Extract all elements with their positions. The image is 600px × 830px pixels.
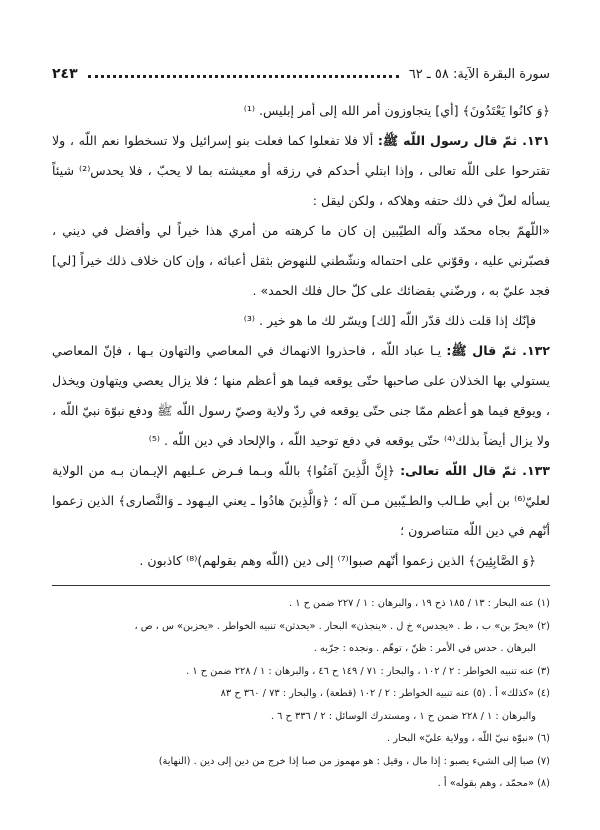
paragraph-131 [52, 126, 550, 216]
main-text [52, 96, 550, 576]
paragraph-133 [52, 456, 550, 546]
running-header [52, 62, 550, 86]
paragraph-sabians [52, 546, 550, 576]
footnote-continuation: والبرهان : ١ / ٢٢٨ ضمن ح ١ ، ومستدرك الوسائل : ٢ / ٣٣٦ ح ٦ . [270, 710, 536, 722]
page-number: ٢٤٣ [52, 66, 78, 82]
paragraph-text: فإنّك إذا قلت ذلك قدّر اللّه [لك] ويسّر لك ما هو خير . ⁽³⁾ [243, 313, 536, 328]
footnote: (٦) «نبوّة نبيّ اللّه ، وولاية عليّ» البحار . [386, 733, 550, 744]
footnote: (٤) «كذلك» أ . (٥) عنه تنبيه الخواطر : ٢ / ١٠٢ (قطعة) ، والبحار : ٧٣ / ٣٦٠ ح ٨٣ [220, 688, 550, 699]
paragraph-1 [52, 96, 550, 126]
paragraph-label: ١٣٣. ثمّ قال اللّه تعالى: [400, 463, 550, 478]
paragraph-text: «اللّهمّ بجاه محمّد وآله الطيّبين إن كان ما كرهته من أمري هذا خيراً لي وأفضل في ديني ، فصبّرني عليه ، وقوّني على احتماله ونشّطني للنهوض بثقل أعبائه ، وإن كان خلاف ذلك خيراً [لي] فجد عليّ به ، ورضّني بقضائك على كلّ حال فلك الحمد» . [52, 223, 550, 298]
footnote: (٧) صبا إلى الشيء يصبو : إذا مال ، وقيل : هو مهموز من صبا إذا خرج من دين إلى دين . (النهاية) [158, 755, 550, 767]
paragraph-label: ١٣٢. ثمّ قال ﷺ: [446, 343, 550, 358]
paragraph-label: ١٣١. ثمّ قال رسول اللّه ﷺ: [377, 133, 550, 148]
paragraph-text: ﴿وَ كانُوا يَعْتَدُونَ﴾ [أي] يتجاوزون أمر الله إلى أمر إبليس. ⁽¹⁾ [243, 103, 550, 118]
paragraph-text: ﴿وَ الصَّابِئِينَ﴾ الذين زعموا أنّهم صبوا⁽⁷⁾ إلى دين (اللّه وهم بقولهم)⁽⁸⁾ كاذبون . [139, 553, 536, 568]
paragraph-prayer [52, 216, 550, 306]
paragraph-text: ﴿إِنَّ الَّذِينَ آمَنُوا﴾ باللّه وبـما فـرض عـليهم الإيـمان بـه من الولاية لعليّ⁽⁶⁾ بن أبي طـالب والطـيّبين مـن آله ؛ ﴿وَالَّذِينَ هادُوا ـ يعني اليـهود ـ وَالنَّصارى﴾ الذين زعموا أنّهم في دين اللّه متناصرون ؛ [52, 463, 550, 538]
paragraph-132 [52, 336, 550, 456]
footnote-continuation: البرهان . حدس في الأمر : ظنّ ، توهّم . ونجده : جرّبه . [313, 643, 536, 654]
paragraph-text: ألا فلا تفعلوا كما فعلت بنو إسرائيل ولا تسخطوا نعم اللّه ، ولا تقترحوا على اللّه تعالى ، وإذا ابتلي أحدكم في رزقه أو معيشته بما لا يحبّ ، فلا يحدس⁽²⁾ شيئاً يسأله لعلّ في ذلك حتفه وهلاكه ، ولكن ليقل : [52, 133, 550, 208]
footnote: (٨) «محمّد ، وهم بقوله» أ . [437, 778, 550, 789]
footnote: (٣) عنه تنبيه الخواطر : ٢ / ١٠٢ ، والبحار : ٧١ / ١٤٩ ح ٤٦ ، والبرهان : ١ / ٢٢٨ ضمن ح ١ . [186, 665, 550, 677]
footnotes [52, 593, 550, 796]
surah-title: سورة البقرة الآية: ٥٨ ـ ٦٢ [408, 66, 550, 82]
footnote: (٢) «يحرّ بن» ب ، ط . «يجدس» خ ل . «ينجذن» البحار . «يحدثن» تنبيه الخواطر . «يحزبن» س ، ص ، [134, 620, 550, 632]
footnote-separator [52, 585, 550, 586]
paragraph-continuation [52, 306, 550, 336]
paragraph-text: يـا عباد اللّه ، فاحذروا الانهماك في المعاصي والتهاون بـها ، فإنّ المعاصي يستولي بها الخذلان على صاحبها حتّى يوقعه فيما هو أعظم منها ؛ فلا يزال يعصي ويتهاون ويخذل ، ويوقع فيما هو أعظم ممّا جنى حتّى يوقعه في ردّ ولاية وصيّ رسول اللّه ﷺ ودفع نبوّة نبيّ اللّه ، ولا يزال أيضاً بذلك⁽⁴⁾ حتّى يوقعه في دفع توحيد اللّه ، والإلحاد في دين اللّه . ⁽⁵⁾ [52, 343, 550, 448]
header-dotted-rule [88, 75, 399, 78]
footnote: (١) عنه البحار : ١٣ / ١٨٥ ذح ١٩ ، والبرهان : ١ / ٢٢٧ ضمن ح ١ . [288, 598, 550, 609]
